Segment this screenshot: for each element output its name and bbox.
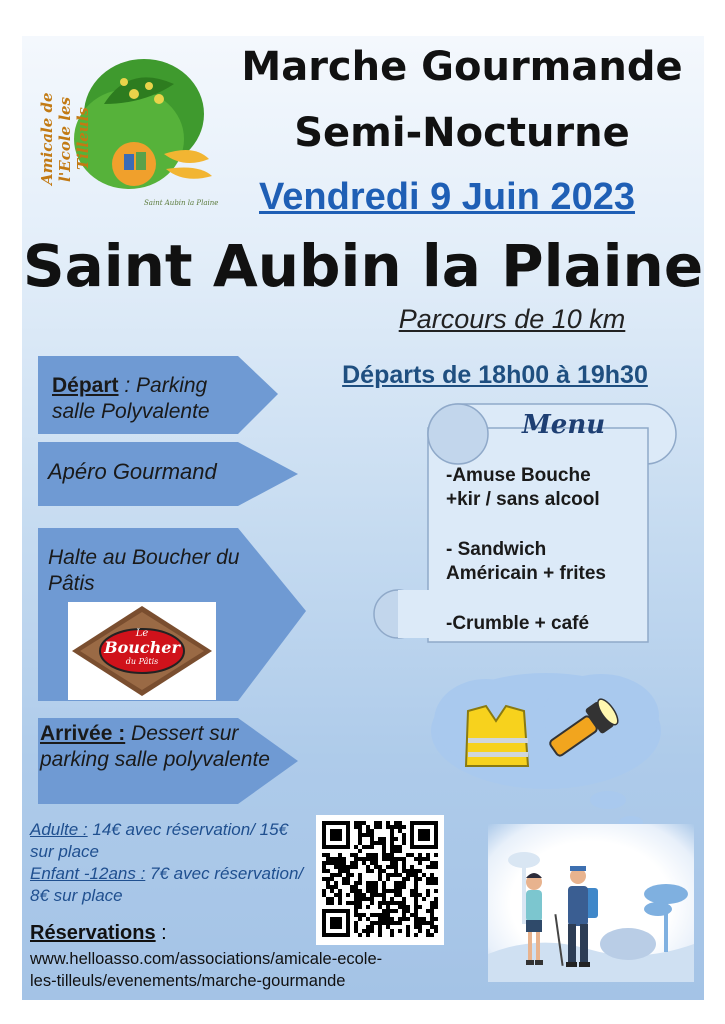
event-date: Vendredi 9 Juin 2023 [259, 176, 635, 218]
menu-item-1 [446, 464, 666, 512]
departure-times: Départs de 18h00 à 19h30 [342, 361, 648, 389]
butcher-sign-line3: du Pâtis [125, 657, 159, 666]
price-child-label: Enfant -12ans : [30, 864, 146, 883]
menu-title: Menu [522, 410, 606, 440]
reservations-label: Réservations [30, 922, 156, 944]
reservations-heading [30, 922, 167, 945]
stage-depart [52, 373, 252, 425]
butcher-sign-line2: Boucher [104, 638, 180, 657]
price-adult-label: Adulte : [30, 820, 88, 839]
reservations-url-line2[interactable]: les-tilleuls/evenements/marche-gourmande [30, 972, 346, 990]
price-adult-text: 14€ avec réservation/ 15€ sur place [30, 820, 289, 861]
menu-item-3-line1: -Crumble + café [446, 613, 590, 634]
route-length: Parcours de 10 km [398, 304, 626, 334]
stage-arrivee-text: Dessert sur parking salle polyvalente [40, 722, 270, 771]
title-line-1: Marche Gourmande [241, 44, 683, 90]
menu-item-1-line2: +kir / sans alcool [446, 489, 600, 510]
logo-subtext: Saint Aubin la Plaine [144, 199, 219, 207]
menu-item-1-line1: -Amuse Bouche [446, 465, 591, 486]
stage-arrivee-bold: Arrivée : [40, 722, 126, 745]
menu-item-2 [446, 538, 666, 586]
stage-depart-text: : Parking salle Polyvalente [52, 374, 210, 423]
stage-boucher: Halte au Boucher du Pâtis [48, 546, 240, 595]
hikers-illustration [488, 824, 694, 982]
butcher-sign-line1: Le [135, 628, 149, 639]
reservations-url-line1[interactable]: www.helloasso.com/associations/amicale-ecole- [30, 950, 383, 968]
price-child-text: 7€ avec réservation/ 8€ sur place [30, 864, 304, 905]
event-city: Saint Aubin la Plaine [22, 232, 704, 300]
stage-depart-bold: Départ [52, 374, 119, 397]
stage-apero: Apéro Gourmand [48, 459, 217, 484]
stage-arrivee [40, 721, 270, 773]
prices [30, 819, 310, 907]
menu-item-3 [446, 612, 666, 636]
title-line-2: Semi-Nocturne [294, 110, 630, 156]
qr-code[interactable] [316, 815, 444, 945]
menu-item-2-line2: Américain + frites [446, 563, 606, 584]
reservations-url[interactable] [30, 948, 450, 992]
logo-text: Amicale de l'Ecole les Tilleuls [38, 92, 92, 186]
menu-item-2-line1: - Sandwich [446, 539, 547, 560]
butcher-sign [68, 602, 216, 700]
reservations-colon: : [155, 922, 167, 944]
poster [22, 36, 704, 1000]
